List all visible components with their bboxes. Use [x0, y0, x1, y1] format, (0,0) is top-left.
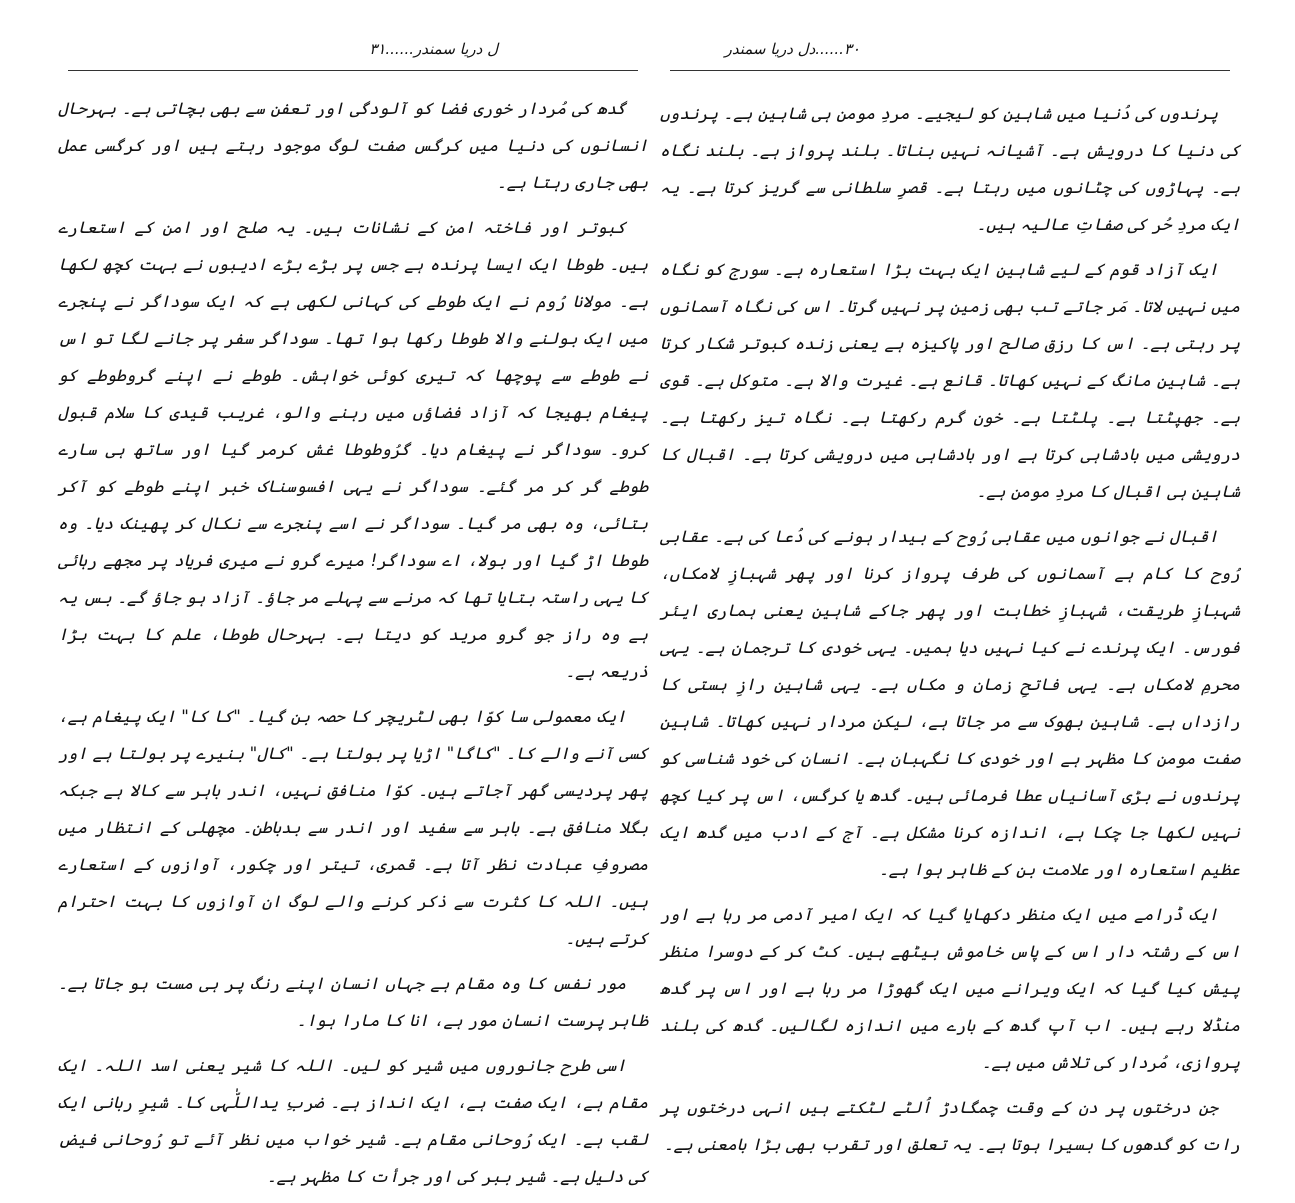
paragraph: اقبال نے جوانوں میں عقابی رُوح کے بیدار ہونے کی دُعا کی ہے۔ عقابی رُوح کا کام ہے آسمانوں کی طرف پرواز کرنا اور پھر شہبازِ لامکاں، شہبازِ طریقت، شہبازِ خطابت اور پھر جاکے شاہین یعنی ہماری ایئر فورس۔ ایک پرندے نے کیا نہیں دیا ہمیں۔ یہی خودی کا ترجمان ہے۔ یہی محرمِ لامکاں ہے۔ یہی فاتحِ زمان و مکاں ہے۔ یہی شاہین رازِ ہستی کا رازداں ہے۔ شاہین بھوک سے مر جاتا ہے، لیکن مردار نہیں کھاتا۔ شاہین صفت مومن کا مظہر ہے اور خودی کا نگہبان ہے۔ انسان کی خود شناسی کو پرندوں نے بڑی آسانیاں عطا فرمائی ہیں۔ گدھ یا کرگس، اس پر کیا کچھ نہیں لکھا جا چکا ہے، اندازہ کرنا مشکل ہے۔ آج کے ادب میں گدھ ایک عظیم استعارہ اور علامت بن کے ظاہر ہوا ہے۔ [660, 527, 1240, 879]
paragraph: ایک ڈرامے میں ایک منظر دکھایا گیا کہ ایک امیر آدمی مر رہا ہے اور اس کے رشتہ دار اس کے پاس خاموش بیٹھے ہیں۔ کٹ کر کے دوسرا منظر پیش کیا گیا کہ ایک ویرانے میں ایک گھوڑا مر رہا ہے اور اس پر گدھ منڈلا رہے ہیں۔ اب آپ گدھ کے بارے میں اندازہ لگالیں۔ گدھ کی بلند پروازی، مُردار کی تلاش میں ہے۔ [660, 905, 1240, 1072]
paragraph: کبوتر اور فاختہ امن کے نشانات ہیں۔ یہ صلح اور امن کے استعارے ہیں۔ طوطا ایک ایسا پرندہ ہے جس پر بڑے بڑے ادیبوں نے بہت کچھ لکھا ہے۔ مولانا رُوم نے ایک طوطے کی کہانی لکھی ہے کہ ایک سوداگر نے پنجرے میں ایک بولنے والا طوطا رکھا ہوا تھا۔ سوداگر سفر پر جانے لگا تو اس نے طوطے سے پوچھا کہ تیری کوئی خواہش۔ طوطے نے اپنے گروطوطے کو پیغام بھیجا کہ آزاد فضاؤں میں رہنے والو، غریب قیدی کا سلام قبول کرو۔ سوداگر نے پیغام دیا۔ گرُوطوطا غش کرمر گیا اور ساتھ ہی سارے طوطے گر کر مر گئے۔ سوداگر نے یہی افسوسناک خبر اپنے طوطے کو آکر بتائی، وہ بھی مر گیا۔ سوداگر نے اسے پنجرے سے نکال کر پھینک دیا۔ وہ طوطا اڑ گیا اور بولا، اے سوداگر! میرے گرو نے میری فریاد پر مجھے رہائی کا یہی راستہ بتایا تھا کہ مرنے سے پہلے مر جاؤ۔ آزاد ہو جاؤ گے۔ بس یہ ہے وہ راز جو گرو مرید کو دیتا ہے۔ بہرحال طوطا، علم کا بہت بڑا ذریعہ ہے۔ [58, 218, 648, 681]
paragraph: ایک آزاد قوم کے لیے شاہین ایک بہت بڑا استعارہ ہے۔ سورج کو نگاہ میں نہیں لاتا۔ مَر جاتے تب بھی زمین پر نہیں گرتا۔ اس کی نگاہ آسمانوں پر رہتی ہے۔ اس کا رزق صالح اور پاکیزہ ہے یعنی زندہ کبوتر شکار کرتا ہے۔ شاہین مانگ کے نہیں کھاتا۔ قانع ہے۔ غیرت والا ہے۔ متوکل ہے۔ قوی ہے۔ جھپٹتا ہے۔ پلٹتا ہے۔ خون گرم رکھتا ہے۔ نگاہ تیز رکھتا ہے۔ درویشی میں بادشاہی کرتا ہے اور بادشاہی میں درویشی کرتا ہے۔ اقبال کا شاہین ہی اقبال کا مردِ مومن ہے۔ [660, 260, 1240, 501]
paragraph: ایک معمولی سا کوّا بھی لٹریچر کا حصہ بن گیا۔ "کا کا" ایک پیغام ہے، کسی آنے والے کا۔ "کاگا" اڑیا پر بولتا ہے۔ "کال" بنیرے پر بولتا ہے اور پھر پردیسی گھر آجاتے ہیں۔ کوّا منافق نہیں، اندر باہر سے کالا ہے جبکہ بگلا منافق ہے۔ باہر سے سفید اور اندر سے بدباطن۔ مچھلی کے انتظار میں مصروفِ عبادت نظر آتا ہے۔ قمری، تیتر اور چکور، آوازوں کے استعارے ہیں۔ اللہ کا کثرت سے ذکر کرنے والے لوگ ان آوازوں کا بہت احترام کرتے ہیں۔ [58, 707, 648, 948]
running-head: ل دریا سمندر......۳۱ [369, 40, 498, 58]
right-page [660, 0, 1240, 1154]
paragraph: جن درختوں پر دن کے وقت چمگادڑ اُلٹے لٹکتے ہیں انہی درختوں پر رات کو گدھوں کا بسیرا ہوتا ہے۔ یہ تعلق اور تقرب بھی بڑا بامعنی ہے۔ [660, 1098, 1240, 1154]
header-rule [68, 70, 638, 71]
page-body [660, 95, 1240, 1171]
page-body [58, 90, 648, 1203]
paragraph: اسی طرح جانوروں میں شیر کو لیں۔ اللہ کا شیر یعنی اسد اللہ۔ ایک مقام ہے، ایک صفت ہے، ایک انداز ہے۔ ضربِ یداللّٰہی کا۔ شیرِ ربانی ایک لقب ہے۔ ایک رُوحانی مقام ہے۔ شیر خواب میں نظر آئے تو رُوحانی فیض کی دلیل ہے۔ شیر ببر کی اور جرأت کا مظہر ہے۔ [58, 1056, 648, 1186]
header-rule [670, 70, 1230, 71]
paragraph: مور نفس کا وہ مقام ہے جہاں انسان اپنے رنگ پر ہی مست ہو جاتا ہے۔ ظاہر پرست انسان مور ہے، انا کا مارا ہوا۔ [58, 974, 648, 1030]
paragraph: گدھ کی مُردار خوری فضا کو آلودگی اور تعفن سے بھی بچاتی ہے۔ بہرحال انسانوں کی دنیا میں کرگس صفت لوگ موجود رہتے ہیں اور کرگسی عمل بھی جاری رہتا ہے۔ [58, 99, 648, 192]
running-head: ۳۰......دل دریا سمندر [724, 40, 860, 58]
paragraph: پرندوں کی دُنیا میں شاہین کو لیجیے۔ مردِ مومن ہی شاہین ہے۔ پرندوں کی دنیا کا درویش ہے۔ آشیانہ نہیں بناتا۔ بلند پرواز ہے۔ بلند نگاہ ہے۔ پہاڑوں کی چٹانوں میں رہتا ہے۔ قصرِ سلطانی سے گریز کرتا ہے۔ یہ ایک مردِ حُر کی صفاتِ عالیہ ہیں۔ [660, 104, 1240, 234]
left-page [58, 0, 648, 1186]
